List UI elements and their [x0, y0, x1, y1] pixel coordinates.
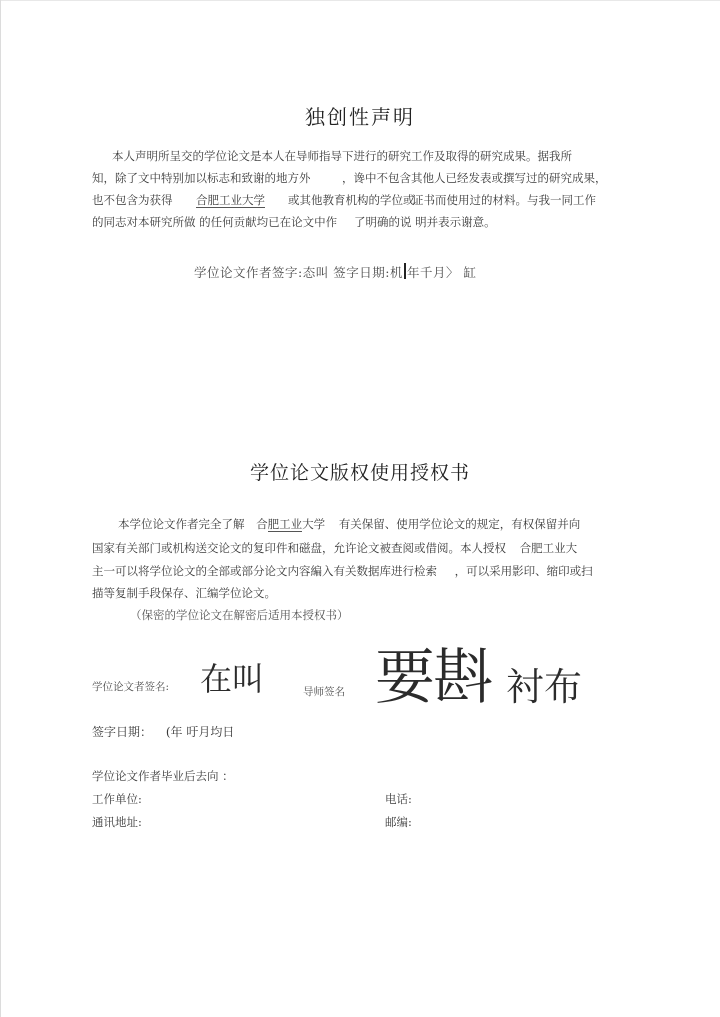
declaration-line-3a: 也不包含为获得: [92, 193, 173, 207]
author-signature-value: 态叫: [302, 265, 329, 280]
date-value-a: 机: [389, 265, 403, 280]
auth-line-2a: 国家有关部门或机构送交论文的复印件和磁盘，允许论文被查阅或借阅。本人授权: [92, 541, 506, 555]
auth-line-3b: ，可以采用影印、缩印或扫: [454, 564, 593, 578]
auth-line-1e: 有关保留、使用学位论文的规定，有权保留并向: [338, 517, 581, 531]
school-name: 合肥工业大学: [196, 193, 265, 207]
signature-date-label: 签字日期:: [333, 265, 390, 280]
author-signature-label: 学位论文作者签字:: [194, 265, 303, 280]
declaration-title: 独创性声明: [305, 105, 415, 129]
graduate-destination-label: 学位论文作者毕业后去向 ：: [92, 769, 234, 783]
date-value-c: 缸: [463, 265, 477, 280]
auth-date-line: [92, 723, 234, 740]
declaration-line-4a: 的同志对本研究所做 的任何贡献均已在论文中作: [92, 215, 338, 229]
auth-line-3a: 主一可以将学位论文的全部或部分论文内容編入有关数据库进行检索: [92, 564, 437, 578]
confidential-note: （保密的学位论文在解密后适用本授权书）: [130, 608, 349, 622]
auth-line-1d: 大学: [302, 517, 326, 531]
declaration-line-2a: 知，除了文中特别加以标志和致谢的地方外: [92, 171, 311, 185]
declaration-line-3d: 证书而使用过的材料。与我一同工作: [412, 193, 596, 207]
mailing-address-label: 通讯地址:: [92, 815, 142, 829]
advisor-handwritten-signature-2: 衬布: [506, 665, 583, 709]
auth-date-value: (年 吁月均日: [165, 725, 235, 739]
declaration-line-1: 本人声明所呈交的学位论文是本人在导师指导下进行的研究工作及取得的研究成果。据我所: [112, 149, 572, 163]
auth-line-1a: 本学位论文作者完全了解: [118, 517, 245, 531]
phone-label: 电话:: [385, 792, 412, 806]
declaration-line-3c: 或其他教育机构的学位或: [288, 193, 415, 207]
auth-line-2b: 合肥工业大: [519, 541, 578, 555]
auth-line-1b: 合: [256, 517, 268, 531]
page-edge-top: [0, 0, 720, 1]
auth-line-2: [92, 540, 577, 556]
author-handwritten-signature: 在叫: [200, 660, 265, 698]
declaration-signature-line: [194, 263, 476, 281]
auth-line-4: 描等复制手段保存、汇编学位论文。: [92, 586, 276, 600]
auth-line-3: [92, 563, 593, 579]
auth-line-1: [118, 516, 580, 532]
handwritten-stroke: [404, 263, 406, 279]
declaration-line-3b: [196, 192, 265, 208]
postcode-label: 邮编:: [385, 815, 412, 829]
declaration-line-2b: ，谗中不包含其他人已经发表或撰写过的研究成果，: [342, 171, 607, 185]
auth-date-label: 签字日期：: [92, 725, 153, 739]
author-sign-label: 学位论文者签名:: [92, 681, 170, 693]
advisor-handwritten-signature: 要斟: [375, 643, 491, 713]
advisor-sign-label: 导师签名: [303, 686, 345, 698]
work-unit-label: 工作单位:: [92, 792, 142, 806]
date-value-b: 年千月〉: [406, 265, 459, 280]
school-name-underlined: 肥工业: [267, 517, 303, 531]
declaration-line-4b: 了明确的说 明并表示谢意。: [354, 215, 496, 229]
page-edge-left: [0, 0, 1, 1017]
authorization-title: 学位论文版权使用授权书: [249, 462, 470, 484]
